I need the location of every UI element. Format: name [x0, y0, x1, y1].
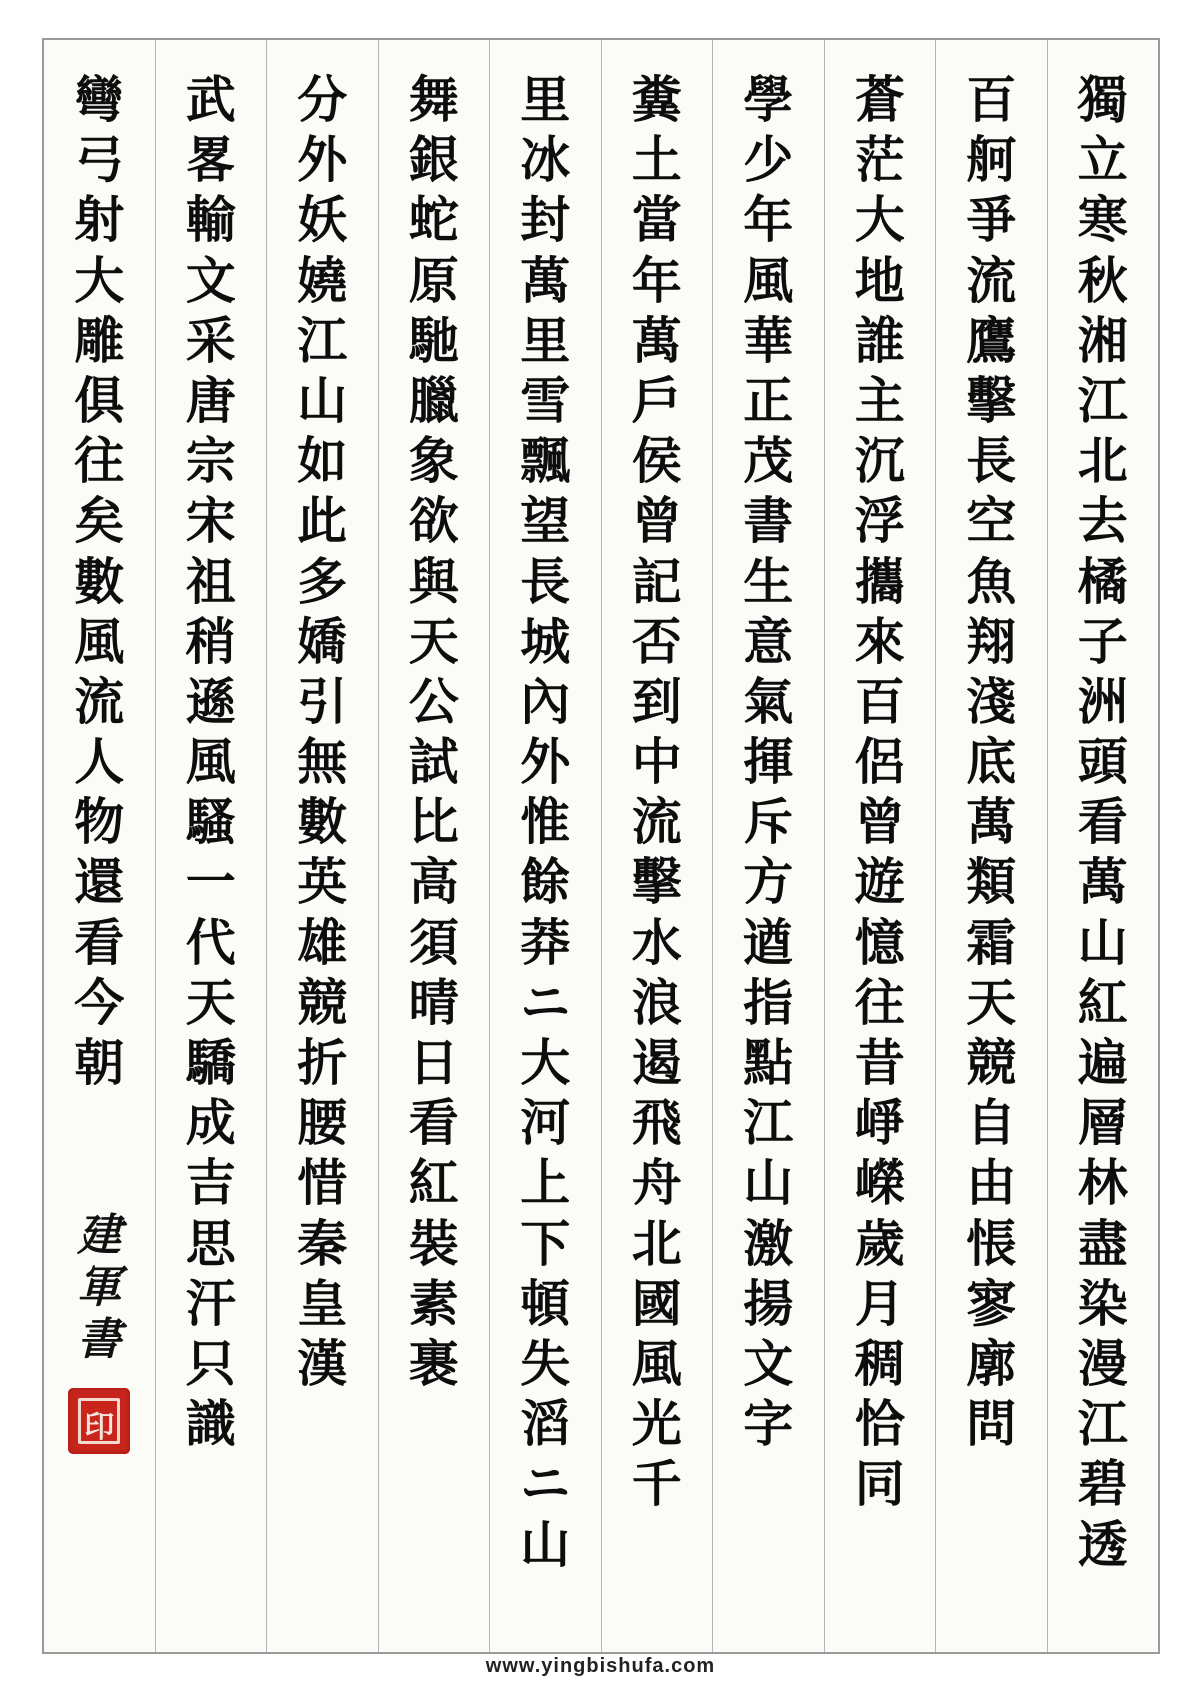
glyph: 北 [631, 1213, 682, 1273]
glyph: 失 [520, 1333, 571, 1393]
signature [77, 1210, 121, 1366]
glyph: 競 [297, 972, 348, 1032]
glyph: 染 [1077, 1273, 1128, 1333]
glyph: 公 [408, 671, 459, 731]
column-text [602, 70, 713, 1515]
glyph: 獨 [1077, 70, 1128, 129]
column-text [379, 70, 490, 1394]
glyph: 立 [1077, 130, 1128, 190]
glyph: 河 [520, 1093, 571, 1153]
glyph: 漫 [1077, 1333, 1128, 1393]
glyph: 記 [631, 551, 682, 611]
signature-area [44, 1210, 155, 1454]
glyph: 看 [1077, 792, 1128, 852]
glyph: 書 [743, 491, 794, 551]
glyph: 字 [743, 1394, 794, 1454]
glyph: 輸 [185, 190, 236, 250]
glyph: 生 [743, 551, 794, 611]
glyph: 蒼 [854, 70, 905, 129]
glyph: 文 [743, 1333, 794, 1393]
glyph: 萬 [520, 250, 571, 310]
glyph: 攜 [854, 551, 905, 611]
glyph: 底 [966, 732, 1017, 792]
glyph: 洲 [1077, 671, 1128, 731]
glyph: 天 [966, 972, 1017, 1032]
glyph: 裹 [408, 1333, 459, 1393]
glyph: 原 [408, 250, 459, 310]
glyph: 稠 [854, 1333, 905, 1393]
glyph: 國 [631, 1273, 682, 1333]
glyph: 湘 [1077, 310, 1128, 370]
glyph: 意 [743, 611, 794, 671]
glyph: 餘 [520, 852, 571, 912]
glyph: 氣 [743, 671, 794, 731]
glyph: ニ [520, 972, 571, 1032]
glyph: 稍 [185, 611, 236, 671]
glyph: 當 [631, 190, 682, 250]
glyph: 遏 [631, 1033, 682, 1092]
glyph: 象 [408, 431, 459, 491]
column-text [44, 70, 155, 1093]
glyph: 風 [743, 250, 794, 310]
glyph: 土 [631, 130, 682, 190]
glyph: 競 [966, 1033, 1017, 1092]
text-column-7 [378, 40, 490, 1652]
glyph: 層 [1077, 1093, 1128, 1153]
glyph: 頓 [520, 1273, 571, 1333]
column-text [936, 70, 1047, 1454]
glyph: 山 [743, 1153, 794, 1213]
glyph: 雪 [520, 370, 571, 430]
glyph: 地 [854, 250, 905, 310]
glyph: 弓 [74, 130, 125, 190]
glyph: 銀 [408, 130, 459, 190]
glyph: 風 [185, 732, 236, 792]
text-column-3 [824, 40, 936, 1652]
glyph: 文 [185, 250, 236, 310]
glyph: 里 [520, 310, 571, 370]
text-column-2 [935, 40, 1047, 1652]
glyph: 流 [631, 792, 682, 852]
glyph: 百 [854, 671, 905, 731]
glyph: 山 [1077, 912, 1128, 972]
glyph: 今 [74, 972, 125, 1032]
glyph: 無 [297, 732, 348, 792]
glyph: 畧 [185, 130, 236, 190]
glyph: 霜 [966, 912, 1017, 972]
glyph: 年 [743, 190, 794, 250]
glyph: 問 [966, 1394, 1017, 1454]
glyph: 宋 [185, 491, 236, 551]
glyph: 此 [297, 491, 348, 551]
glyph: 侶 [854, 732, 905, 792]
glyph: 浮 [854, 491, 905, 551]
glyph: 惟 [520, 792, 571, 852]
glyph: 思 [185, 1213, 236, 1273]
text-column-5 [601, 40, 713, 1652]
glyph: 朝 [74, 1033, 125, 1092]
glyph: 恰 [854, 1394, 905, 1454]
glyph: 上 [520, 1153, 571, 1213]
glyph: 多 [297, 551, 348, 611]
glyph: 同 [854, 1454, 905, 1514]
glyph: 城 [520, 611, 571, 671]
glyph: 代 [185, 912, 236, 972]
glyph: 裝 [408, 1213, 459, 1273]
glyph: 馳 [408, 310, 459, 370]
glyph: 揚 [743, 1273, 794, 1333]
glyph: 擊 [966, 370, 1017, 430]
glyph: 皇 [297, 1273, 348, 1333]
glyph: 汗 [185, 1273, 236, 1333]
glyph: 與 [408, 551, 459, 611]
glyph: 鷹 [966, 310, 1017, 370]
glyph: 類 [966, 852, 1017, 912]
glyph: 紅 [408, 1153, 459, 1213]
glyph: 百 [966, 70, 1017, 129]
glyph: 廓 [966, 1333, 1017, 1393]
glyph: 數 [297, 792, 348, 852]
glyph: 曾 [854, 792, 905, 852]
glyph: 少 [743, 130, 794, 190]
glyph: 擊 [631, 852, 682, 912]
glyph: 比 [408, 792, 459, 852]
glyph: 須 [408, 912, 459, 972]
glyph: 飄 [520, 431, 571, 491]
glyph: 如 [297, 431, 348, 491]
glyph: 寒 [1077, 190, 1128, 250]
glyph: 舟 [631, 1153, 682, 1213]
glyph: 林 [1077, 1153, 1128, 1213]
glyph: 采 [185, 310, 236, 370]
glyph: 下 [520, 1213, 571, 1273]
glyph: 引 [297, 671, 348, 731]
glyph: 否 [631, 611, 682, 671]
glyph: 物 [74, 792, 125, 852]
glyph: 年 [631, 250, 682, 310]
glyph: 彎 [74, 70, 125, 129]
glyph: 風 [74, 611, 125, 671]
glyph: 識 [185, 1394, 236, 1454]
glyph: 嶸 [854, 1153, 905, 1213]
glyph: 雕 [74, 310, 125, 370]
glyph: 江 [297, 310, 348, 370]
glyph: 試 [408, 732, 459, 792]
glyph: 學 [743, 70, 794, 129]
glyph: 來 [854, 611, 905, 671]
calligraphy-sheet [42, 38, 1160, 1654]
glyph: 橘 [1077, 551, 1128, 611]
glyph: 嬈 [297, 250, 348, 310]
text-column-9 [155, 40, 267, 1652]
glyph: 崢 [854, 1093, 905, 1153]
glyph: 指 [743, 972, 794, 1032]
glyph: 還 [74, 852, 125, 912]
glyph: 往 [854, 972, 905, 1032]
glyph: 浪 [631, 972, 682, 1032]
text-column-4 [712, 40, 824, 1652]
glyph: 正 [743, 370, 794, 430]
column-container [44, 40, 1158, 1652]
glyph: 祖 [185, 551, 236, 611]
glyph: 大 [520, 1033, 571, 1092]
glyph: 天 [408, 611, 459, 671]
text-column-6 [489, 40, 601, 1652]
glyph: 宗 [185, 431, 236, 491]
glyph: 遍 [1077, 1033, 1128, 1092]
glyph: 悵 [966, 1213, 1017, 1273]
glyph: 糞 [631, 70, 682, 129]
glyph: 透 [1077, 1514, 1128, 1574]
glyph: 驕 [185, 1033, 236, 1092]
glyph: 天 [185, 972, 236, 1032]
glyph: 華 [743, 310, 794, 370]
glyph: 紅 [1077, 972, 1128, 1032]
glyph: 斥 [743, 792, 794, 852]
glyph: 千 [631, 1454, 682, 1514]
glyph: 長 [520, 551, 571, 611]
glyph: 蛇 [408, 190, 459, 250]
website-watermark: www.yingbishufa.com [485, 1655, 716, 1677]
glyph: 射 [74, 190, 125, 250]
glyph: 雄 [297, 912, 348, 972]
glyph: 誰 [854, 310, 905, 370]
glyph: 唐 [185, 370, 236, 430]
glyph: 空 [966, 491, 1017, 551]
glyph: 昔 [854, 1033, 905, 1092]
glyph: 只 [185, 1333, 236, 1393]
glyph: 月 [854, 1273, 905, 1333]
glyph: 矣 [74, 491, 125, 551]
glyph: 萬 [1077, 852, 1128, 912]
glyph: 到 [631, 671, 682, 731]
glyph: 流 [966, 250, 1017, 310]
glyph: 里 [520, 70, 571, 129]
glyph: 滔 [520, 1394, 571, 1454]
glyph: 舸 [966, 130, 1017, 190]
text-column-10 [44, 40, 155, 1652]
glyph: 沉 [854, 431, 905, 491]
glyph: 高 [408, 852, 459, 912]
glyph: 曾 [631, 491, 682, 551]
glyph: 流 [74, 671, 125, 731]
glyph: 遒 [743, 912, 794, 972]
glyph: 茂 [743, 431, 794, 491]
signature-glyph: 書 [77, 1314, 122, 1365]
glyph: 淺 [966, 671, 1017, 731]
glyph: 由 [966, 1153, 1017, 1213]
column-text [267, 70, 378, 1394]
glyph: 大 [74, 250, 125, 310]
glyph: 遊 [854, 852, 905, 912]
glyph: 盡 [1077, 1213, 1128, 1273]
glyph: 長 [966, 431, 1017, 491]
glyph: 看 [408, 1093, 459, 1153]
glyph: 點 [743, 1033, 794, 1092]
glyph: 揮 [743, 732, 794, 792]
glyph: 歲 [854, 1213, 905, 1273]
glyph: 魚 [966, 551, 1017, 611]
glyph: 冰 [520, 130, 571, 190]
glyph: 子 [1077, 611, 1128, 671]
column-text [713, 70, 824, 1454]
glyph: 飛 [631, 1093, 682, 1153]
glyph: 望 [520, 491, 571, 551]
glyph: 英 [297, 852, 348, 912]
glyph: 江 [1077, 1394, 1128, 1454]
glyph: 萬 [966, 792, 1017, 852]
glyph: 晴 [408, 972, 459, 1032]
signature-glyph: 建 [77, 1210, 122, 1261]
glyph: 大 [854, 190, 905, 250]
text-column-8 [266, 40, 378, 1652]
glyph: 腰 [297, 1093, 348, 1153]
glyph: 吉 [185, 1153, 236, 1213]
glyph: 光 [631, 1394, 682, 1454]
glyph: 山 [520, 1514, 571, 1574]
glyph: 去 [1077, 491, 1128, 551]
glyph: 中 [631, 732, 682, 792]
glyph: ニ [520, 1454, 571, 1514]
signature-glyph: 軍 [77, 1262, 122, 1313]
glyph: 北 [1077, 431, 1128, 491]
glyph: 爭 [966, 190, 1017, 250]
text-column-1 [1047, 40, 1159, 1652]
column-text [1048, 70, 1159, 1575]
glyph: 分 [297, 70, 348, 129]
glyph: 日 [408, 1033, 459, 1092]
column-text [490, 70, 601, 1575]
glyph: 碧 [1077, 1454, 1128, 1514]
glyph: 頭 [1077, 732, 1128, 792]
glyph: 山 [297, 370, 348, 430]
glyph: 秦 [297, 1213, 348, 1273]
glyph: 惜 [297, 1153, 348, 1213]
glyph: 戶 [631, 370, 682, 430]
glyph: 江 [743, 1093, 794, 1153]
glyph: 舞 [408, 70, 459, 129]
glyph: 茫 [854, 130, 905, 190]
column-text [825, 70, 936, 1515]
glyph: 風 [631, 1333, 682, 1393]
glyph: 自 [966, 1093, 1017, 1153]
glyph: 秋 [1077, 250, 1128, 310]
glyph: 翔 [966, 611, 1017, 671]
glyph: 一 [185, 852, 236, 912]
glyph: 俱 [74, 370, 125, 430]
glyph: 江 [1077, 370, 1128, 430]
glyph: 妖 [297, 190, 348, 250]
glyph: 侯 [631, 431, 682, 491]
glyph: 萬 [631, 310, 682, 370]
glyph: 封 [520, 190, 571, 250]
glyph: 臘 [408, 370, 459, 430]
glyph: 武 [185, 70, 236, 129]
glyph: 外 [297, 130, 348, 190]
glyph: 內 [520, 671, 571, 731]
glyph: 看 [74, 912, 125, 972]
glyph: 成 [185, 1093, 236, 1153]
seal-stamp [68, 1388, 130, 1454]
seal-glyph: 印 [84, 1410, 115, 1445]
glyph: 嬌 [297, 611, 348, 671]
glyph: 水 [631, 912, 682, 972]
column-text [156, 70, 267, 1454]
glyph: 憶 [854, 912, 905, 972]
glyph: 騷 [185, 792, 236, 852]
glyph: 主 [854, 370, 905, 430]
glyph: 數 [74, 551, 125, 611]
glyph: 欲 [408, 491, 459, 551]
glyph: 激 [743, 1213, 794, 1273]
glyph: 外 [520, 732, 571, 792]
glyph: 往 [74, 431, 125, 491]
glyph: 漢 [297, 1333, 348, 1393]
glyph: 折 [297, 1033, 348, 1092]
glyph: 莽 [520, 912, 571, 972]
glyph: 遜 [185, 671, 236, 731]
glyph: 寥 [966, 1273, 1017, 1333]
glyph: 素 [408, 1273, 459, 1333]
glyph: 方 [743, 852, 794, 912]
glyph: 人 [74, 732, 125, 792]
